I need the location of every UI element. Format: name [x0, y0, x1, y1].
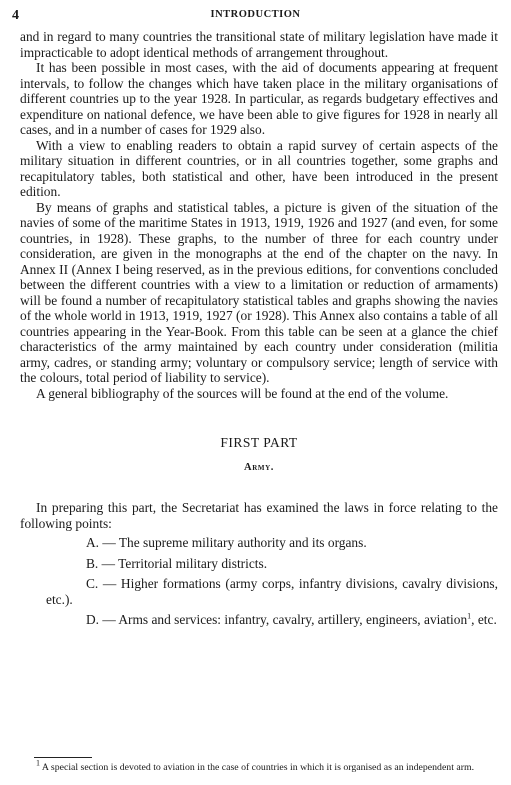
- paragraph-continuation: and in regard to many countries the transitional state of military legislation have made it impracticable to adopt identical methods of arrangement throughout.: [20, 29, 498, 60]
- page-header: [0, 8, 511, 24]
- paragraph-navies: By means of graphs and statistical tables, a picture is given of the situation of the navies of some of the maritime States in 1913, 1919, 1926 and 1927 (and even, for some countries, in 1928). These graphs, to the number of three for each country under consideration, are given in the monographs at the end of the chapter on the navy. In Annex II (Annex I being reserved, as in the previous editions, for conventions concluded between the different countries with a view to a limitation or reduction of armaments) will be found a number of recapitulatory statistical tables and graphs showing the navies of the whole world in 1913, 1919, 1927 (or 1928). This Annex also contains a table of all countries appearing in the Year-Book. From this table can be seen at a glance the chief characteristics of the army maintained by each country under consideration (militia army, cadres, or standing army; voluntary or compulsory service; length of service with the colours, total period of liability to service).: [20, 199, 498, 385]
- paragraph-documents: It has been possible in most cases, with the aid of documents appearing at frequent intervals, to follow the changes which have taken place in the military organisations of different countries up to the year 1928. In particular, as regards budgetary effectives and expenditure on national defence, we have been able to give figures for 1928 in nearly all cases, and in a number of cases for 1929 also.: [20, 60, 498, 137]
- point-item: [20, 576, 498, 607]
- paragraph-graphs: With a view to enabling readers to obtain a rapid survey of certain aspects of the military situation in different countries, or in all countries together, some graphs and recapitulatory tables, both statistical and other, have been introduced in the present edition.: [20, 137, 498, 199]
- point-item: [20, 535, 498, 551]
- footnote-mark: 1: [36, 758, 40, 768]
- part-title: FIRST PART: [220, 435, 298, 450]
- point-text: Territorial military districts.: [118, 555, 268, 571]
- point-letter: B. —: [86, 555, 116, 571]
- point-text-tail: , etc.: [471, 612, 497, 627]
- page-body: [20, 29, 498, 633]
- point-letter: C. —: [86, 576, 117, 591]
- point-text: Higher formations (army corps, infantry divisions, cavalry divisions, etc.).: [46, 576, 498, 607]
- point-letter: D. —: [86, 612, 116, 627]
- running-head: INTRODUCTION: [210, 9, 301, 20]
- footnote-text: A special section is devoted to aviation in the case of countries in which it is organised as an independent arm.: [41, 762, 475, 773]
- footnote-divider: [34, 757, 92, 758]
- point-letter: A. —: [86, 535, 116, 550]
- footnote-reference: 1: [467, 611, 472, 621]
- point-text: Arms and services: infantry, cavalry, artillery, engineers, aviation: [118, 612, 468, 627]
- section-intro: In preparing this part, the Secretariat has examined the laws in force relating to the following points:: [20, 500, 498, 531]
- point-item: [20, 612, 498, 628]
- point-item: [20, 556, 498, 572]
- page-number: 4: [12, 8, 19, 23]
- paragraph-bibliography: A general bibliography of the sources will be found at the end of the volume.: [36, 385, 449, 401]
- part-subtitle: Army.: [244, 462, 274, 473]
- point-text: The supreme military authority and its organs.: [118, 535, 367, 550]
- footnote: [20, 758, 498, 773]
- points-list: [20, 535, 498, 628]
